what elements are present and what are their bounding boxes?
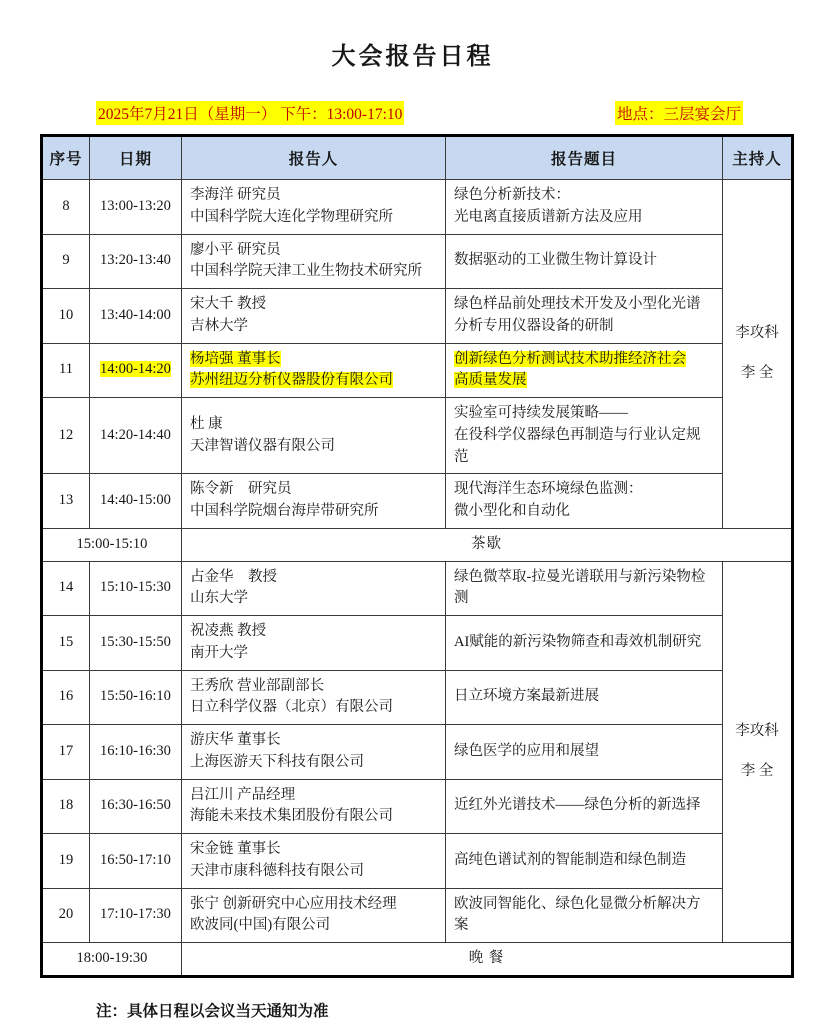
cell-text: 中国科学院天津工业生物技术研究所 (190, 263, 422, 280)
schedule-table (40, 134, 794, 978)
host-cell (723, 180, 793, 529)
text-line (190, 621, 437, 643)
cell-text: 欧波同智能化、绿色化显微分析解决方 (454, 895, 701, 912)
row-number-cell: 16 (42, 670, 90, 725)
topic-cell (446, 725, 723, 780)
topic-cell (446, 834, 723, 889)
text-line (190, 730, 437, 752)
cell-text: 范 (454, 448, 469, 465)
cell-text: 数据驱动的工业微生物计算设计 (454, 252, 657, 269)
time-cell (90, 834, 182, 889)
topic-cell (446, 616, 723, 671)
cell-text: 南开大学 (190, 644, 248, 661)
cell-text: 海能未来技术集团股份有限公司 (190, 808, 393, 825)
time-text: 13:40-14:00 (100, 306, 171, 323)
row-number-cell: 18 (42, 779, 90, 834)
text-line (454, 447, 714, 469)
row-number-cell: 15 (42, 616, 90, 671)
text-line (190, 861, 437, 883)
host-name: 李攻科 (735, 325, 779, 342)
highlighted-text: 杨培强 董事长 (190, 350, 281, 367)
cell-text: 吕江川 产品经理 (190, 786, 296, 803)
cell-text: 杜 康 (190, 415, 223, 432)
time-cell (90, 616, 182, 671)
table-row (42, 670, 793, 725)
schedule-table-container (40, 134, 791, 978)
row-number-cell: 20 (42, 888, 90, 943)
text-line (190, 436, 437, 458)
speaker-cell (182, 289, 446, 344)
table-row (42, 834, 793, 889)
cell-text: 上海医游天下科技有限公司 (190, 753, 364, 770)
text-line (190, 894, 437, 916)
cell-text: 光电离直接质谱新方法及应用 (454, 208, 643, 225)
time-text: 17:10-17:30 (100, 906, 171, 923)
text-line (454, 185, 714, 207)
speaker-cell (182, 834, 446, 889)
row-number-cell: 8 (42, 180, 90, 235)
row-number-cell: 13 (42, 474, 90, 529)
host-name: 李 全 (740, 762, 774, 779)
text-line (190, 207, 437, 229)
cell-text: 现代海洋生态环境绿色监测： (454, 481, 643, 498)
host-cell (723, 561, 793, 943)
cell-text: 日立环境方案最新进展 (454, 688, 599, 705)
cell-text: 廖小平 研究员 (190, 241, 281, 258)
time-text: 15:30-15:50 (100, 633, 171, 650)
row-number-cell: 10 (42, 289, 90, 344)
text-line (454, 349, 714, 371)
text-line (190, 752, 437, 774)
dinner-row (42, 943, 793, 977)
time-cell (90, 670, 182, 725)
text-line (454, 425, 714, 447)
time-cell (90, 180, 182, 235)
table-header-cell: 报告人 (182, 136, 446, 180)
cell-text: 占金华 教授 (190, 568, 277, 585)
text-line (454, 294, 714, 316)
row-number-cell: 19 (42, 834, 90, 889)
session-info-row (96, 101, 743, 125)
text-line (190, 785, 437, 807)
cell-text: 绿色样品前处理技术开发及小型化光谱 (454, 296, 701, 312)
topic-cell (446, 234, 723, 289)
text-line (454, 894, 714, 916)
text-line (190, 261, 437, 283)
text-line (454, 479, 714, 501)
topic-cell (446, 343, 723, 398)
table-row (42, 888, 793, 943)
highlighted-text: 苏州纽迈分析仪器股份有限公司 (190, 372, 393, 389)
speaker-cell (182, 398, 446, 474)
text-line (190, 370, 437, 392)
host-name: 李攻科 (735, 723, 779, 739)
text-line (190, 915, 437, 937)
row-number-cell: 9 (42, 234, 90, 289)
table-row (42, 616, 793, 671)
text-line (190, 316, 437, 338)
cell-text: 祝凌燕 教授 (190, 623, 267, 639)
table-row (42, 234, 793, 289)
cell-text: 游庆华 董事长 (190, 732, 281, 748)
speaker-cell (182, 343, 446, 398)
text-line (190, 643, 437, 665)
text-line (454, 850, 714, 872)
dinner-row-time-cell: 18:00-19:30 (42, 943, 182, 977)
text-line (190, 567, 437, 589)
topic-cell (446, 561, 723, 616)
text-line (454, 741, 714, 763)
cell-text: 绿色微萃取-拉曼光谱联用与新污染物检 (454, 568, 706, 585)
speaker-cell (182, 180, 446, 235)
topic-cell (446, 180, 723, 235)
session-datetime: 2025年7月21日（星期一） 下午：13:00-17:10 (96, 101, 404, 125)
row-number-cell: 12 (42, 398, 90, 474)
table-row (42, 561, 793, 616)
time-cell (90, 343, 182, 398)
speaker-cell (182, 474, 446, 529)
text-line (454, 501, 714, 523)
speaker-cell (182, 888, 446, 943)
text-line (190, 414, 437, 436)
cell-text: 在役科学仪器绿色再制造与行业认定规 (454, 426, 701, 443)
cell-text: 微小型化和自动化 (454, 503, 570, 519)
time-text: 13:20-13:40 (100, 252, 171, 269)
cell-text: 天津市康科德科技有限公司 (190, 862, 364, 879)
speaker-cell (182, 234, 446, 289)
text-line (190, 185, 437, 207)
time-cell (90, 398, 182, 474)
speaker-cell (182, 561, 446, 616)
time-text: 16:30-16:50 (100, 797, 171, 814)
topic-cell (446, 888, 723, 943)
cell-text: 日立科学仪器（北京）有限公司 (190, 699, 393, 716)
topic-cell (446, 779, 723, 834)
text-line (454, 567, 714, 589)
cell-text: 李海洋 研究员 (190, 187, 281, 203)
row-number-cell: 11 (42, 343, 90, 398)
row-number-cell: 17 (42, 725, 90, 780)
page-title: 大会报告日程 (331, 44, 494, 70)
text-line (190, 806, 437, 828)
time-text: 14:40-15:00 (100, 492, 171, 509)
text-line (190, 501, 437, 523)
time-cell (90, 888, 182, 943)
text-line (190, 588, 437, 610)
cell-text: 中国科学院大连化学物理研究所 (190, 208, 393, 225)
cell-text: 吉林大学 (190, 317, 248, 334)
text-line (190, 294, 437, 316)
text-line (454, 915, 714, 937)
text-line (190, 839, 437, 861)
cell-text: AI赋能的新污染物筛查和毒效机制研究 (454, 633, 702, 650)
text-line (454, 588, 714, 610)
header-row (42, 136, 793, 180)
table-row (42, 180, 793, 235)
topic-cell (446, 474, 723, 529)
time-text: 15:50-16:10 (100, 688, 171, 705)
text-line (454, 632, 714, 654)
cell-text: 绿色医学的应用和展望 (454, 742, 599, 759)
time-text: 16:10-16:30 (100, 742, 171, 759)
text-line (190, 479, 437, 501)
cell-text: 案 (454, 917, 469, 934)
break-row-label-cell: 茶歇 (182, 528, 793, 561)
session-location: 地点：三层宴会厅 (615, 101, 743, 125)
cell-text: 分析专用仪器设备的研制 (454, 317, 614, 334)
text-line (454, 316, 714, 338)
table-row (42, 289, 793, 344)
text-line (190, 676, 437, 698)
host-name: 李 全 (740, 364, 774, 381)
table-row (42, 343, 793, 398)
topic-cell (446, 670, 723, 725)
cell-text: 王秀欣 营业部副部长 (190, 677, 325, 694)
cell-text: 绿色分析新技术： (454, 187, 570, 203)
break-row-time-cell: 15:00-15:10 (42, 528, 182, 561)
speaker-cell (182, 779, 446, 834)
time-cell (90, 779, 182, 834)
cell-text: 欧波同(中国)有限公司 (190, 917, 331, 934)
time-text: 14:20-14:40 (100, 426, 171, 443)
text-line (454, 795, 714, 817)
topic-cell (446, 289, 723, 344)
table-row (42, 474, 793, 529)
text-line (454, 686, 714, 708)
cell-text: 测 (454, 590, 469, 607)
table-body (42, 180, 793, 977)
text-line (454, 207, 714, 229)
time-text: 13:00-13:20 (100, 197, 171, 214)
table-row (42, 779, 793, 834)
cell-text: 近红外光谱技术——绿色分析的新选择 (454, 797, 701, 814)
highlighted-text: 高质量发展 (454, 372, 527, 389)
speaker-cell (182, 725, 446, 780)
table-header-cell: 主持人 (723, 136, 793, 180)
cell-text: 山东大学 (190, 590, 248, 607)
time-text: 15:10-15:30 (100, 579, 171, 596)
time-cell (90, 289, 182, 344)
cell-text: 张宁 创新研究中心应用技术经理 (190, 895, 397, 912)
cell-text: 宋金链 董事长 (190, 841, 281, 857)
highlighted-time: 14:00-14:20 (100, 361, 171, 378)
text-line (190, 697, 437, 719)
cell-text: 宋大千 教授 (190, 296, 267, 312)
time-text: 16:50-17:10 (100, 851, 171, 868)
table-head (42, 136, 793, 180)
cell-text: 中国科学院烟台海岸带研究所 (190, 503, 379, 519)
cell-text: 陈令新 研究员 (190, 481, 292, 498)
time-cell (90, 234, 182, 289)
topic-cell (446, 398, 723, 474)
time-cell (90, 725, 182, 780)
text-line (454, 370, 714, 392)
time-cell (90, 561, 182, 616)
speaker-cell (182, 670, 446, 725)
speaker-cell (182, 616, 446, 671)
table-header-cell: 日期 (90, 136, 182, 180)
text-line (454, 250, 714, 272)
footer-note: 注：具体日程以会议当天通知为准 (96, 1002, 329, 1020)
dinner-row-label-cell: 晚 餐 (182, 943, 793, 977)
text-line (190, 240, 437, 262)
table-header-cell: 序号 (42, 136, 90, 180)
break-row (42, 528, 793, 561)
cell-text: 高纯色谱试剂的智能制造和绿色制造 (454, 851, 686, 868)
table-header-cell: 报告题目 (446, 136, 723, 180)
row-number-cell: 14 (42, 561, 90, 616)
cell-text: 天津智谱仪器有限公司 (190, 437, 335, 454)
table-row (42, 725, 793, 780)
text-line (454, 403, 714, 425)
highlighted-text: 创新绿色分析测试技术助推经济社会 (454, 350, 686, 367)
time-cell (90, 474, 182, 529)
table-row (42, 398, 793, 474)
text-line (190, 349, 437, 371)
cell-text: 实验室可持续发展策略—— (454, 405, 628, 421)
